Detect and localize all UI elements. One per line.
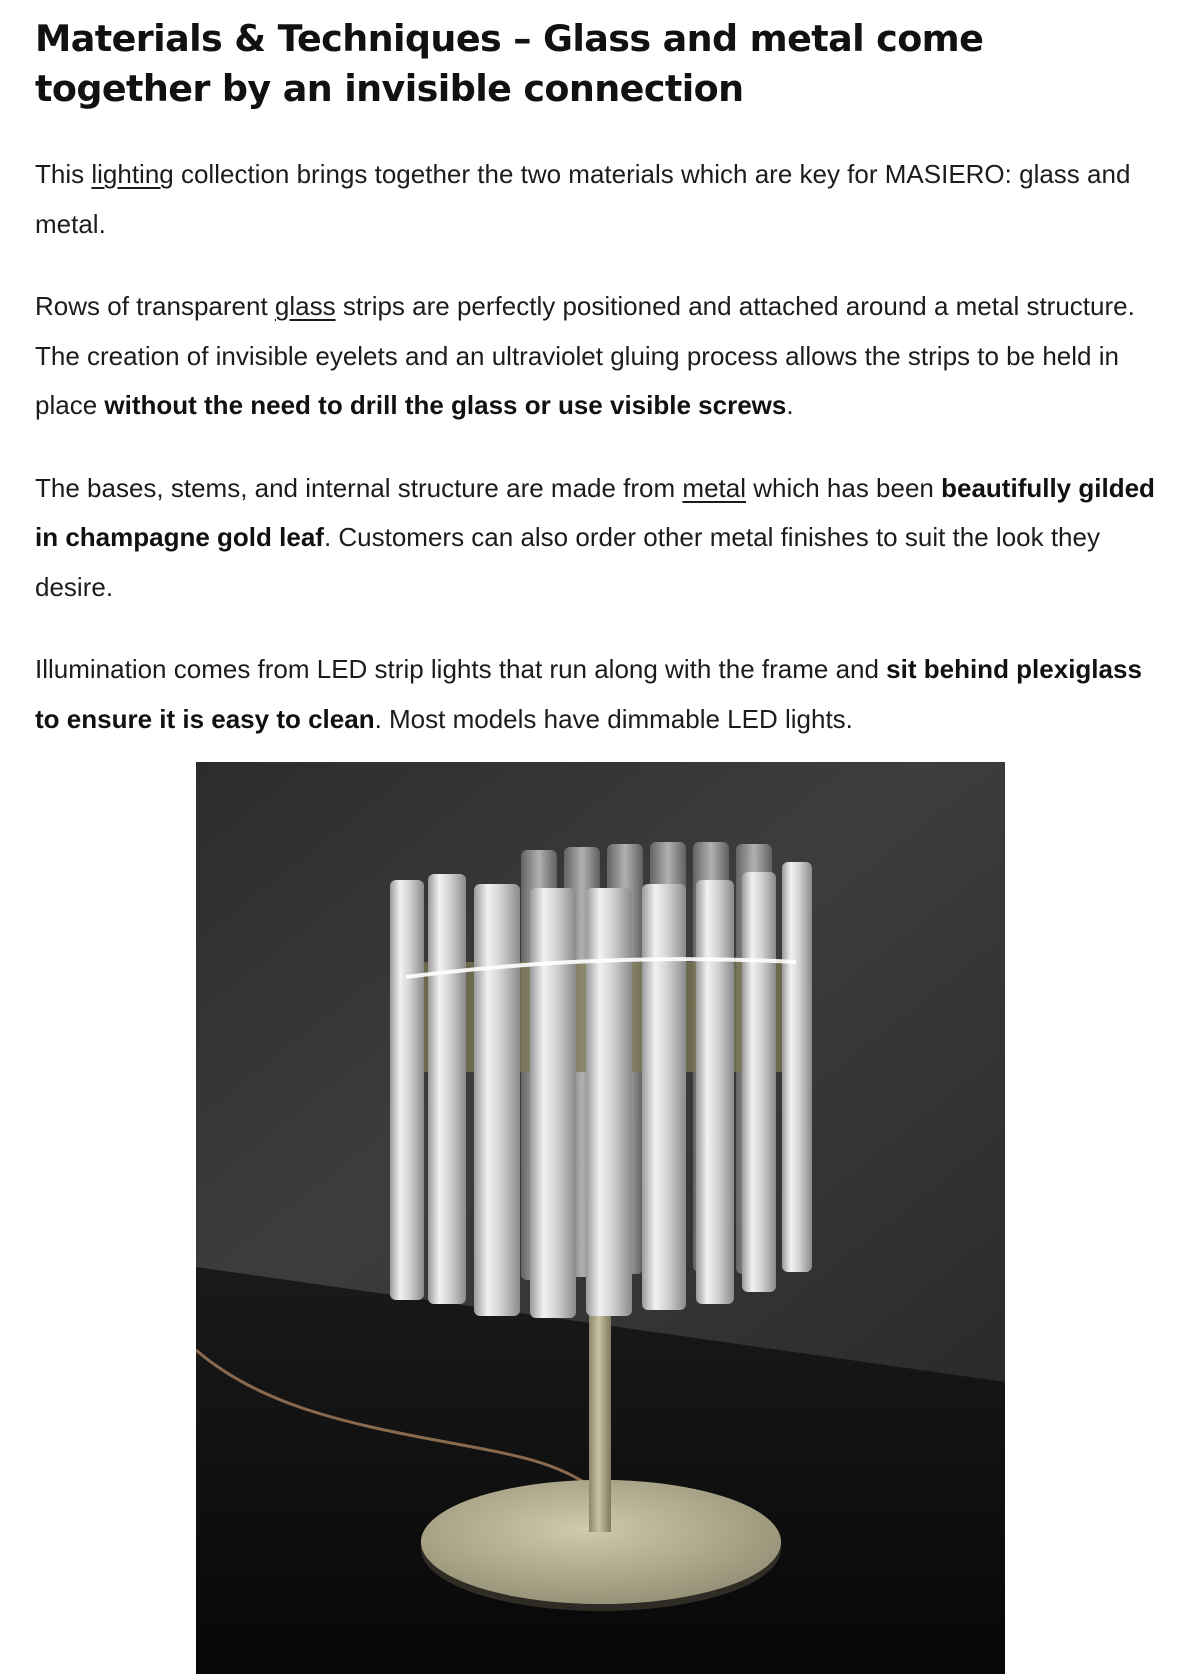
p4-text-2: . Most models have dimmable LED lights. xyxy=(374,703,853,734)
p1-text-2: collection brings together the two materials which are key for MASIERO: glass and metal. xyxy=(35,159,1131,239)
paragraph-glass xyxy=(35,282,1165,431)
p3-text-3: . Customers can also order other metal finishes to suit the look they desire. xyxy=(35,522,1100,602)
p4-text-1: Illumination comes from LED strip lights that run along with the frame and xyxy=(35,654,887,684)
p2-bold: without the need to drill the glass or use visible screws xyxy=(104,390,787,420)
p1-text-1: This xyxy=(35,159,92,189)
paragraph-metal xyxy=(35,464,1165,613)
paragraph-illumination xyxy=(35,645,1165,744)
article-title: Materials & Techniques – Glass and metal come together by an invisible connection xyxy=(35,17,984,110)
article xyxy=(35,0,1165,744)
paragraph-intro xyxy=(35,150,1165,249)
metal-link[interactable]: metal xyxy=(682,472,746,503)
lighting-link[interactable]: lighting xyxy=(91,159,174,189)
p2-text-3: . xyxy=(786,390,794,420)
p4-bold: sit behind plexiglass to ensure it is easy to clean xyxy=(35,654,1142,734)
p3-bold: beautifully gilded in champagne gold leaf xyxy=(35,472,1155,552)
p3-text-1: The bases, stems, and internal structure are made from xyxy=(35,472,683,503)
lamp-photo xyxy=(196,762,1005,1674)
p3-text-2: which has been xyxy=(745,472,942,503)
glass-strips-front xyxy=(390,862,812,1318)
p2-text-1: Rows of transparent xyxy=(35,291,275,321)
p2-text-2: strips are perfectly positioned and attached around a metal structure. The creation of invisible eyelets and an ultraviolet gluing process allows the strips to be held in place xyxy=(35,291,1135,420)
glass-link[interactable]: glass xyxy=(274,291,336,321)
lamp-stem xyxy=(589,1282,611,1532)
